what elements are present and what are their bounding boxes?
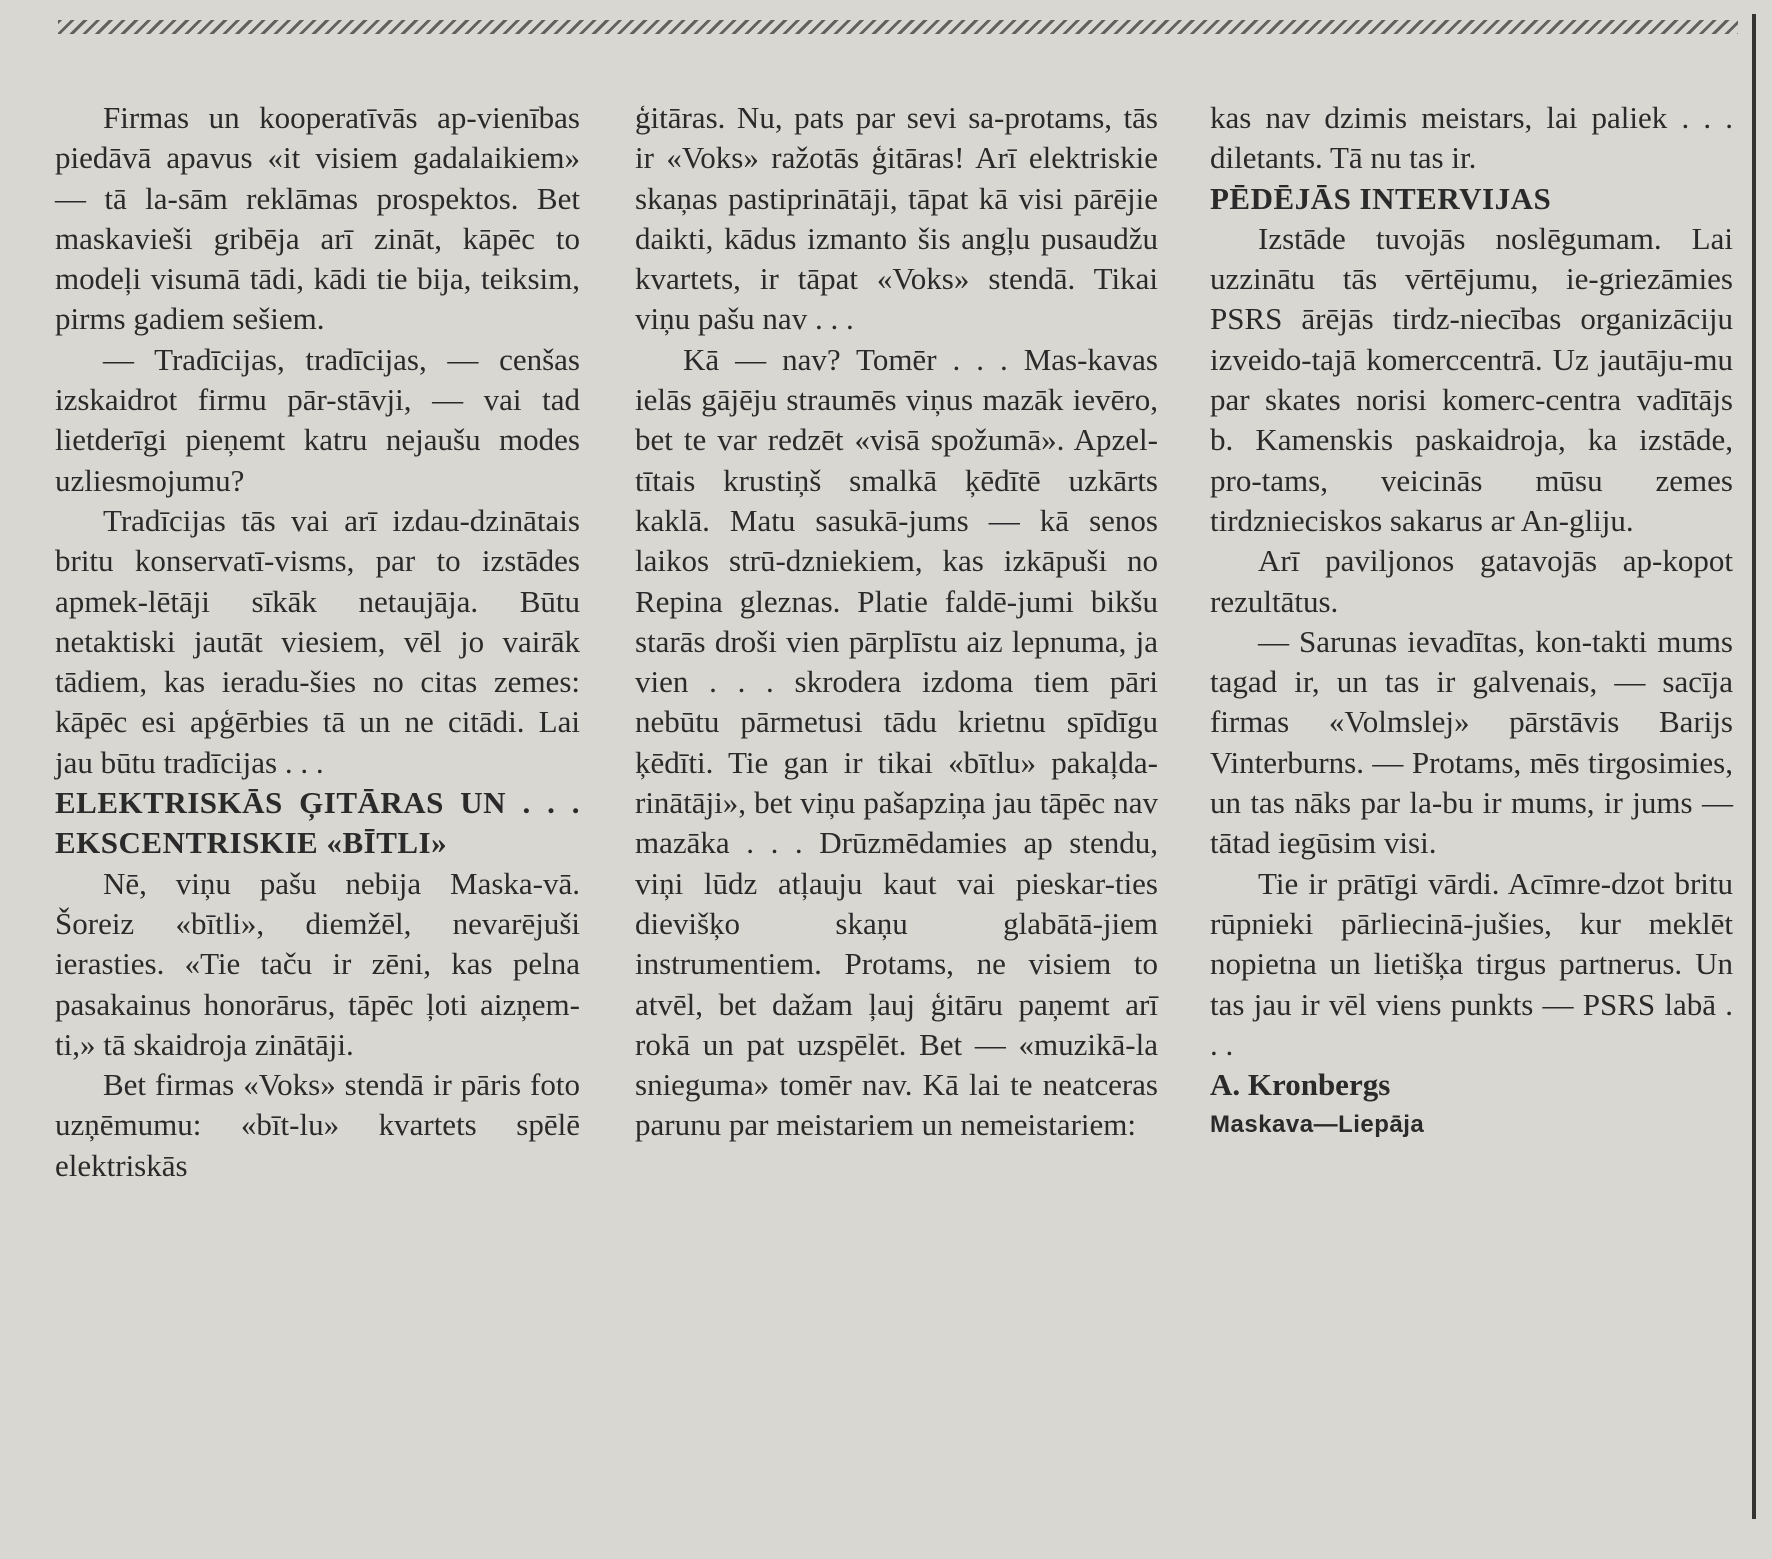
paragraph: Tie ir prātīgi vārdi. Acīmre-dzot britu rūpnieki pārliecinā-jušies, kur meklēt nopietna un lietišķa tirgus partnerus. Un tas jau ir vēl viens punkts — PSRS labā . . .	[1210, 865, 1733, 1062]
author-signature: A. Kronbergs	[1210, 1067, 1391, 1103]
paragraph: Arī paviljonos gatavojās ap-kopot rezultātus.	[1210, 543, 1733, 619]
section-heading: ELEKTRISKĀS ĢITĀRAS UN . . . EKSCENTRISKIE «BĪTLI»	[55, 785, 580, 861]
paragraph: — Sarunas ievadītas, kon-takti mums tagad ir, un tas ir galvenais, — sacīja firmas «Volmslej» pārstāvis Barijs Vinterburns. — Protams, mēs tirgosimies, un tas nāks par la-bu ir mums, ir jums — tātad iegūsim visi.	[1210, 623, 1733, 861]
paragraph: Izstāde tuvojās noslēgumam. Lai uzzinātu tās vērtējumu, ie-griezāmies PSRS ārējās tirdz-niecības organizāciju izveido-tajā komerccentrā. Uz jautāju-mu par skates norisi komerc-centra vadītājs b. Kamenskis paskaidroja, ka izstāde, pro-tams, veicinās mūsu zemes tirdznieciskos sakarus ar An-gliju.	[1210, 220, 1733, 538]
article-column-3	[1210, 98, 1733, 1146]
column-rule	[1752, 14, 1756, 1519]
paragraph: Nē, viņu pašu nebija Maska-vā. Šoreiz «bītli», diemžēl, nevarējuši ierasties. «Tie taču ir zēni, kas pelna pasakainus honorārus, tāpēc ļoti aizņem-ti,» tā skaidroja zinātāji.	[55, 865, 580, 1062]
dateline-place: Maskava—Liepāja	[1210, 1111, 1425, 1139]
decorative-top-border	[58, 20, 1738, 34]
section-heading: PĒDĒJĀS INTERVIJAS	[1210, 180, 1552, 216]
paragraph: Tradīcijas tās vai arī izdau-dzinātais britu konservatī-visms, par to izstādes apmek-lētāji sīkāk netaujāja. Būtu netaktiski jautāt viesiem, vēl jo vairāk tādiem, kas ieradu-šies no citas zemes: kāpēc esi apģērbies tā un ne citādi. Lai jau būtu tradīcijas . . .	[55, 502, 580, 780]
paragraph: — Tradīcijas, tradīcijas, — cenšas izskaidrot firmu pār-stāvji, — vai tad lietderīgi pieņemt katru nejaušu modes uzliesmojumu?	[55, 341, 580, 498]
paragraph: ģitāras. Nu, pats par sevi sa-protams, tās ir «Voks» ražotās ģitāras! Arī elektriskie skaņas pastiprinātāji, tāpat kā visi pārējie daikti, kādus izmanto šis angļu pusaudžu kvartets, ir tāpat «Voks» stendā. Tikai viņu pašu nav . . .	[635, 100, 1158, 337]
paragraph: Bet firmas «Voks» stendā ir pāris foto uzņēmumu: «bīt-lu» kvartets spēlē elektriskās	[55, 1067, 580, 1183]
article-column-1	[55, 98, 580, 1186]
article-column-2	[635, 98, 1158, 1146]
paragraph: Kā — nav? Tomēr . . . Mas-kavas ielās gājēju straumēs viņus mazāk ievēro, bet te var redzēt «visā spožumā». Apzel-tītais krustiņš smalkā ķēdītē uzkārts kaklā. Matu sasukā-jums — kā senos laikos strū-dzniekiem, kas izkāpuši no Repina gleznas. Platie faldē-jumi bikšu starās droši vien pārplīstu aiz lepnuma, ja vien . . . skrodera izdoma tiem pāri nebūtu pārmetusi tādu krietnu spīdīgu ķēdīti. Tie gan ir tikai «bītlu» pakaļda-rinātāji», bet viņu pašapziņa jau tāpēc nav mazāka . . . Drūzmēdamies ap stendu, viņi lūdz atļauju kaut vai pieskar-ties dievišķo skaņu glabātā-jiem instrumentiem. Protams, ne visiem to atvēl, bet dažam ļauj ģitāru paņemt arī rokā un pat uzspēlēt. Bet — «muzikā-la snieguma» tomēr nav. Kā lai te neatceras parunu par meistariem un nemeistariem:	[635, 341, 1158, 1143]
paragraph: kas nav dzimis meistars, lai paliek . . . diletants. Tā nu tas ir.	[1210, 100, 1733, 176]
paragraph: Firmas un kooperatīvās ap-vienības piedāvā apavus «it visiem gadalaikiem» — tā la-sām reklāmas prospektos. Bet maskavieši gribēja arī zināt, kāpēc to modeļi visumā tādi, kādi tie bija, teiksim, pirms gadiem sešiem.	[55, 100, 580, 337]
